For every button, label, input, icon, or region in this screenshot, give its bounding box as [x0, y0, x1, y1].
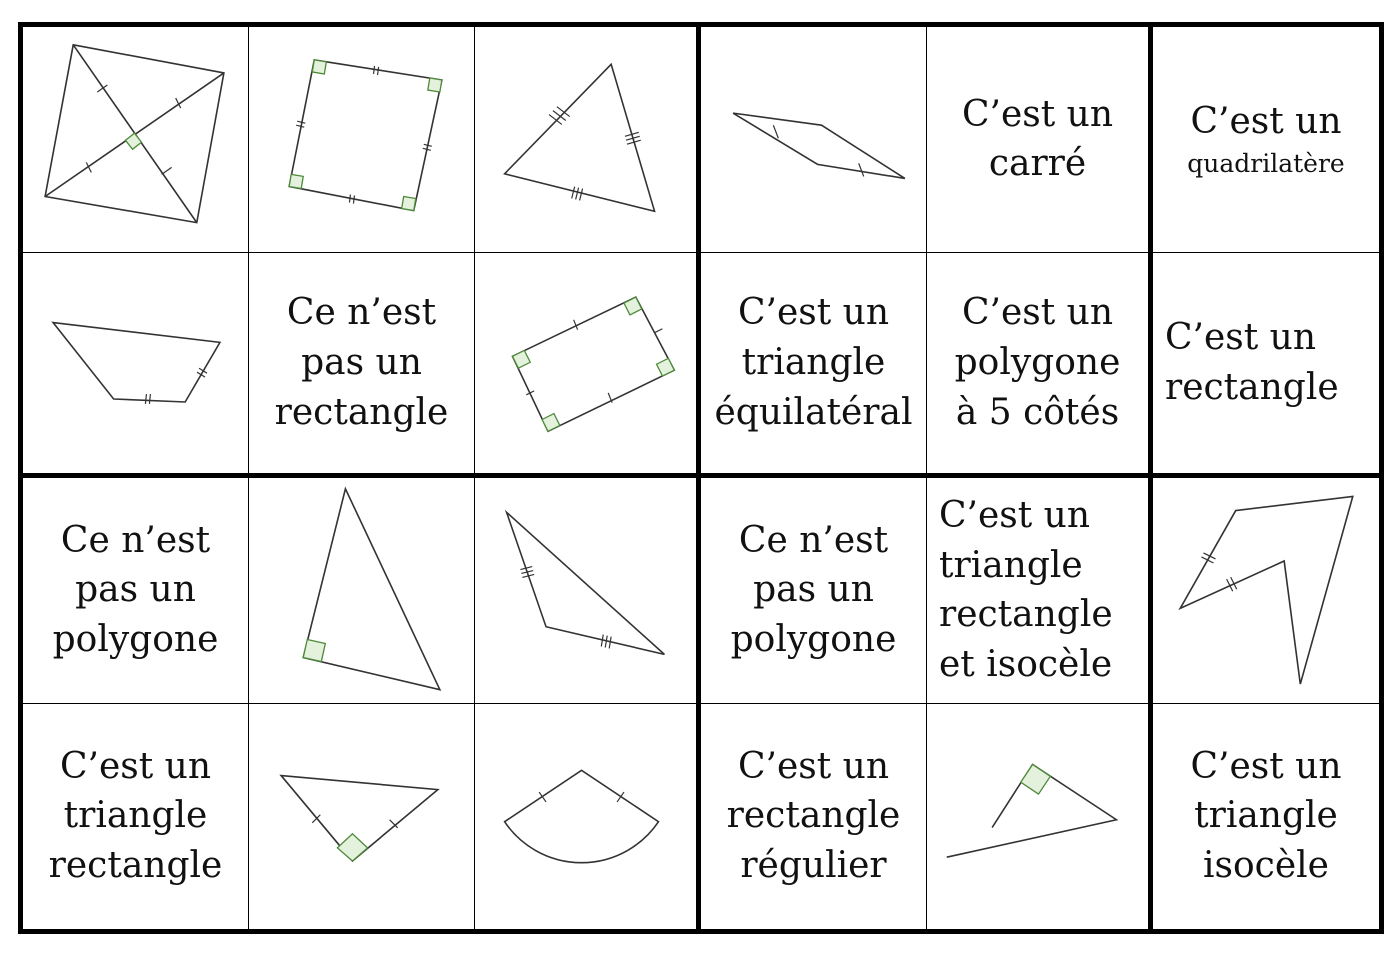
- card-text: C’est un carré: [961, 93, 1114, 185]
- card-r3c5: [927, 478, 1153, 704]
- card-r3c3: [475, 478, 701, 704]
- card-r2c5: [927, 253, 1153, 479]
- open-right-angle-figure-icon: [927, 704, 1148, 930]
- card-r1c5: [927, 27, 1153, 253]
- card-text: Ce n’est pas un rectangle: [274, 292, 449, 433]
- card-r2c1: [23, 253, 249, 479]
- card-r1c4: [701, 27, 927, 253]
- card-r3c4: [701, 478, 927, 704]
- rhombus-icon: [701, 27, 926, 252]
- card-r3c6: [1153, 478, 1379, 704]
- tilted-rectangle-icon: [475, 253, 696, 474]
- card-r2c2: [249, 253, 475, 479]
- card-text: C’est un triangle rectangle: [48, 745, 223, 887]
- card-r4c6: [1153, 704, 1379, 930]
- card-r2c4: [701, 253, 927, 479]
- card-text: C’est un rectangle: [1165, 317, 1339, 408]
- card-text: C’est un triangle isocèle: [1190, 745, 1342, 887]
- card-r2c3: [475, 253, 701, 479]
- right-triangle-icon: [249, 478, 474, 703]
- card-text: Ce n’est pas un polygone: [730, 519, 897, 661]
- card-text: C’est un polygone à 5 côtés: [954, 292, 1121, 433]
- card-r3c2: [249, 478, 475, 704]
- card-text: C’est un quadrilatère: [1187, 101, 1345, 178]
- domino-card-grid: [18, 22, 1384, 934]
- circular-sector-icon: [475, 704, 696, 930]
- card-r2c6: [1153, 253, 1379, 479]
- card-text: C’est un triangle équilatéral: [714, 292, 913, 433]
- trapezoid-icon: [23, 253, 248, 474]
- card-r4c4: [701, 704, 927, 930]
- card-text: C’est un triangle rectangle et isocèle: [939, 494, 1113, 685]
- equilateral-triangle-icon: [475, 27, 696, 252]
- card-text: Ce n’est pas un polygone: [52, 519, 219, 661]
- right-isosceles-triangle-icon: [249, 704, 474, 930]
- card-r3c1: [23, 478, 249, 704]
- card-r4c2: [249, 704, 475, 930]
- square-right-angles-icon: [249, 27, 474, 252]
- card-r1c2: [249, 27, 475, 253]
- isosceles-triangle-icon: [475, 478, 696, 703]
- card-r4c1: [23, 704, 249, 930]
- card-r4c3: [475, 704, 701, 930]
- concave-quadrilateral-icon: [1153, 478, 1379, 703]
- card-r1c1: [23, 27, 249, 253]
- card-r4c5: [927, 704, 1153, 930]
- card-r1c6: [1153, 27, 1379, 253]
- card-r1c3: [475, 27, 701, 253]
- square-with-diagonals-icon: [23, 27, 248, 252]
- card-text: C’est un rectangle régulier: [726, 745, 901, 887]
